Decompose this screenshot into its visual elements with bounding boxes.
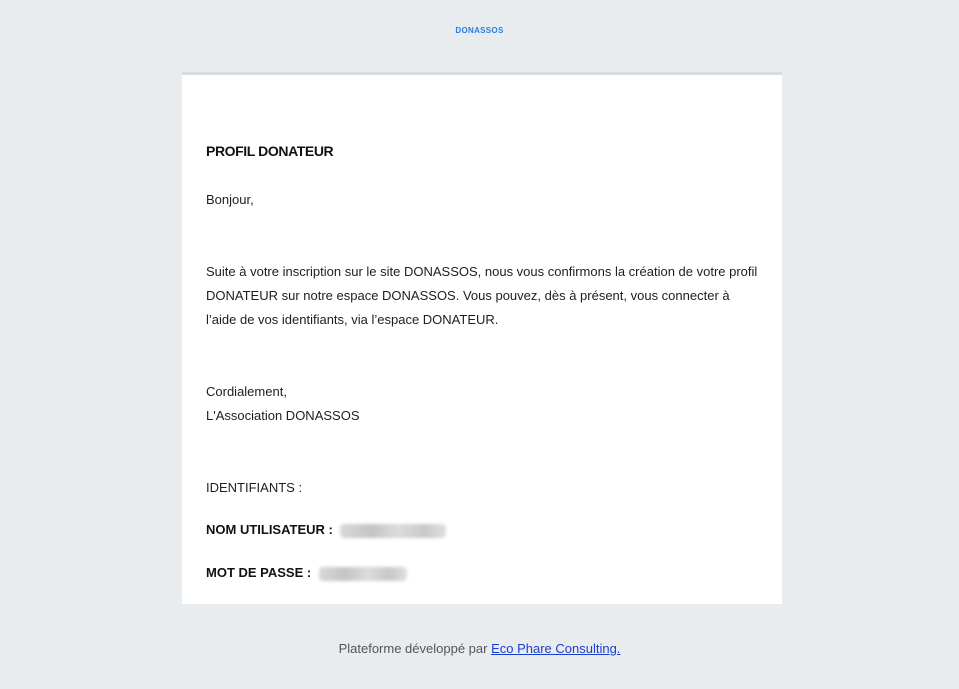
body-paragraph: Suite à votre inscription sur le site DONASSOS, nous vous confirmons la création de votre profil DONATEUR sur notre espace DONASSOS. Vous pouvez, dès à présent, vous connecter à l’aide de vos identifiants, via l’espace DONATEUR. bbox=[206, 264, 758, 327]
greeting-text: Bonjour, bbox=[206, 192, 254, 207]
username-value-redacted bbox=[340, 524, 446, 538]
password-row bbox=[206, 561, 407, 585]
email-title: PROFIL DONATEUR bbox=[206, 143, 334, 159]
password-value-redacted bbox=[319, 567, 407, 581]
footer-prefix: Plateforme développé par bbox=[338, 641, 492, 656]
closing-text: Cordialement, bbox=[206, 384, 287, 399]
username-row bbox=[206, 518, 446, 542]
footer bbox=[0, 641, 959, 656]
brand-logo-text: DONASSOS bbox=[455, 26, 504, 35]
credentials-heading: IDENTIFIANTS : bbox=[206, 480, 303, 495]
footer-link[interactable]: Eco Phare Consulting. bbox=[491, 641, 621, 656]
email-card bbox=[182, 72, 782, 604]
signature-text: L'Association DONASSOS bbox=[206, 408, 360, 423]
username-label: NOM UTILISATEUR : bbox=[206, 522, 333, 537]
password-label: MOT DE PASSE : bbox=[206, 565, 312, 580]
